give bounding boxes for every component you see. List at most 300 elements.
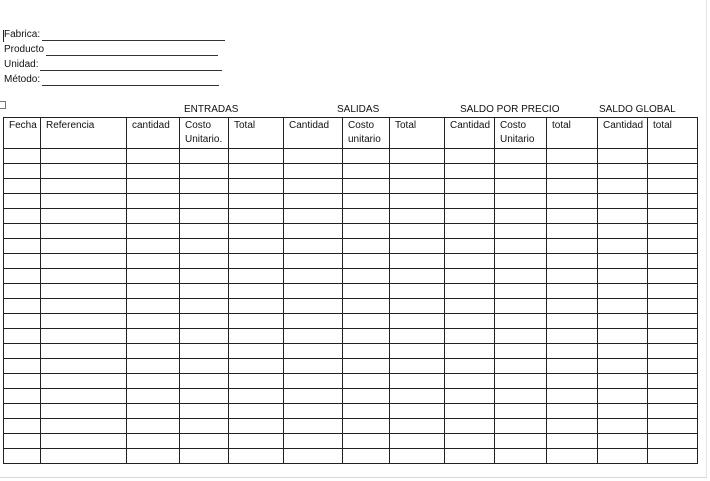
table-cell[interactable] xyxy=(445,419,495,434)
fabrica-blank-line[interactable] xyxy=(42,30,225,41)
table-cell[interactable] xyxy=(284,164,343,179)
table-cell[interactable] xyxy=(284,404,343,419)
table-cell[interactable] xyxy=(648,269,698,284)
table-cell[interactable] xyxy=(648,344,698,359)
table-cell[interactable] xyxy=(41,344,127,359)
table-cell[interactable] xyxy=(445,284,495,299)
table-cell[interactable] xyxy=(648,434,698,449)
table-cell[interactable] xyxy=(445,224,495,239)
table-cell[interactable] xyxy=(598,344,648,359)
table-cell[interactable] xyxy=(598,254,648,269)
table-cell[interactable] xyxy=(445,194,495,209)
table-cell[interactable] xyxy=(598,404,648,419)
table-cell[interactable] xyxy=(445,149,495,164)
table-cell[interactable] xyxy=(547,209,598,224)
table-cell[interactable] xyxy=(4,254,41,269)
table-cell[interactable] xyxy=(390,344,445,359)
table-cell[interactable] xyxy=(127,299,180,314)
table-cell[interactable] xyxy=(4,359,41,374)
table-cell[interactable] xyxy=(127,329,180,344)
table-cell[interactable] xyxy=(390,404,445,419)
table-cell[interactable] xyxy=(495,434,547,449)
table-cell[interactable] xyxy=(229,284,284,299)
table-cell[interactable] xyxy=(180,149,229,164)
table-cell[interactable] xyxy=(4,239,41,254)
table-cell[interactable] xyxy=(284,284,343,299)
table-cell[interactable] xyxy=(41,239,127,254)
table-cell[interactable] xyxy=(648,179,698,194)
table-cell[interactable] xyxy=(127,449,180,464)
table-cell[interactable] xyxy=(127,434,180,449)
table-cell[interactable] xyxy=(4,449,41,464)
table-cell[interactable] xyxy=(229,269,284,284)
table-cell[interactable] xyxy=(284,314,343,329)
unidad-field[interactable] xyxy=(4,59,222,71)
table-cell[interactable] xyxy=(445,179,495,194)
table-cell[interactable] xyxy=(229,149,284,164)
table-cell[interactable] xyxy=(648,284,698,299)
table-cell[interactable] xyxy=(547,374,598,389)
table-cell[interactable] xyxy=(127,194,180,209)
table-cell[interactable] xyxy=(229,404,284,419)
table-cell[interactable] xyxy=(648,194,698,209)
table-cell[interactable] xyxy=(41,404,127,419)
table-cell[interactable] xyxy=(495,389,547,404)
kardex-table xyxy=(3,117,698,464)
table-cell[interactable] xyxy=(495,194,547,209)
table-cell[interactable] xyxy=(180,179,229,194)
table-cell[interactable] xyxy=(445,374,495,389)
table-cell[interactable] xyxy=(598,284,648,299)
table-cell[interactable] xyxy=(284,374,343,389)
table-cell[interactable] xyxy=(648,149,698,164)
table-cell[interactable] xyxy=(547,239,598,254)
table-cell[interactable] xyxy=(343,224,390,239)
table-cell[interactable] xyxy=(284,194,343,209)
table-cell[interactable] xyxy=(390,269,445,284)
table-cell[interactable] xyxy=(41,374,127,389)
table-cell[interactable] xyxy=(445,314,495,329)
table-cell[interactable] xyxy=(495,374,547,389)
unidad-blank-line[interactable] xyxy=(40,60,222,71)
table-cell[interactable] xyxy=(180,344,229,359)
table-cell[interactable] xyxy=(495,419,547,434)
table-cell[interactable] xyxy=(4,314,41,329)
table-cell[interactable] xyxy=(495,179,547,194)
table-cell[interactable] xyxy=(648,404,698,419)
table-cell[interactable] xyxy=(390,164,445,179)
table-cell[interactable] xyxy=(4,194,41,209)
table-cell[interactable] xyxy=(547,284,598,299)
table-cell[interactable] xyxy=(495,359,547,374)
table-cell[interactable] xyxy=(547,434,598,449)
table-cell[interactable] xyxy=(343,164,390,179)
table-cell[interactable] xyxy=(343,194,390,209)
table-cell[interactable] xyxy=(41,164,127,179)
table-cell[interactable] xyxy=(41,224,127,239)
table-cell[interactable] xyxy=(390,179,445,194)
table-cell[interactable] xyxy=(390,224,445,239)
table-cell[interactable] xyxy=(343,209,390,224)
table-cell[interactable] xyxy=(180,374,229,389)
table-cell[interactable] xyxy=(343,239,390,254)
table-cell[interactable] xyxy=(598,164,648,179)
table-cell[interactable] xyxy=(390,239,445,254)
table-cell[interactable] xyxy=(229,254,284,269)
table-cell[interactable] xyxy=(4,149,41,164)
table-cell[interactable] xyxy=(648,374,698,389)
table-cell[interactable] xyxy=(648,224,698,239)
table-cell[interactable] xyxy=(390,389,445,404)
col-referencia-header: Referencia xyxy=(41,118,127,149)
col-saldo-precio-cantidad-header: Cantidad xyxy=(445,118,495,149)
table-cell[interactable] xyxy=(127,254,180,269)
table-cell[interactable] xyxy=(598,149,648,164)
table-cell[interactable] xyxy=(598,224,648,239)
table-anchor-icon[interactable] xyxy=(0,101,6,109)
table-cell[interactable] xyxy=(390,374,445,389)
table-cell[interactable] xyxy=(4,329,41,344)
table-cell[interactable] xyxy=(180,449,229,464)
table-cell[interactable] xyxy=(229,374,284,389)
table-cell[interactable] xyxy=(547,359,598,374)
col-fecha-header: Fecha xyxy=(4,118,41,149)
table-cell[interactable] xyxy=(343,389,390,404)
table-cell[interactable] xyxy=(547,404,598,419)
table-cell[interactable] xyxy=(229,329,284,344)
table-cell[interactable] xyxy=(180,434,229,449)
table-cell[interactable] xyxy=(598,374,648,389)
table-cell[interactable] xyxy=(343,449,390,464)
table-cell[interactable] xyxy=(495,449,547,464)
table-cell[interactable] xyxy=(495,404,547,419)
table-cell[interactable] xyxy=(180,224,229,239)
table-cell[interactable] xyxy=(229,434,284,449)
table-row xyxy=(4,374,698,389)
table-cell[interactable] xyxy=(598,449,648,464)
table-cell[interactable] xyxy=(495,314,547,329)
table-cell[interactable] xyxy=(180,359,229,374)
table-cell[interactable] xyxy=(41,389,127,404)
table-row xyxy=(4,299,698,314)
table-cell[interactable] xyxy=(127,164,180,179)
table-cell[interactable] xyxy=(390,359,445,374)
table-cell[interactable] xyxy=(41,179,127,194)
table-cell[interactable] xyxy=(343,404,390,419)
table-cell[interactable] xyxy=(648,329,698,344)
table-cell[interactable] xyxy=(284,449,343,464)
table-cell[interactable] xyxy=(229,224,284,239)
table-cell[interactable] xyxy=(229,389,284,404)
table-cell[interactable] xyxy=(598,434,648,449)
table-cell[interactable] xyxy=(547,419,598,434)
table-cell[interactable] xyxy=(4,419,41,434)
table-cell[interactable] xyxy=(390,209,445,224)
table-cell[interactable] xyxy=(229,194,284,209)
table-cell[interactable] xyxy=(495,344,547,359)
table-cell[interactable] xyxy=(284,254,343,269)
table-cell[interactable] xyxy=(229,449,284,464)
table-cell[interactable] xyxy=(41,434,127,449)
table-cell[interactable] xyxy=(4,389,41,404)
table-cell[interactable] xyxy=(4,299,41,314)
table-cell[interactable] xyxy=(284,269,343,284)
table-cell[interactable] xyxy=(229,344,284,359)
table-cell[interactable] xyxy=(648,359,698,374)
table-cell[interactable] xyxy=(127,179,180,194)
table-cell[interactable] xyxy=(445,299,495,314)
table-cell[interactable] xyxy=(598,299,648,314)
table-cell[interactable] xyxy=(180,404,229,419)
table-cell[interactable] xyxy=(41,314,127,329)
table-cell[interactable] xyxy=(343,359,390,374)
col-salidas-cantidad-header: Cantidad xyxy=(284,118,343,149)
table-cell[interactable] xyxy=(4,284,41,299)
table-cell[interactable] xyxy=(547,314,598,329)
metodo-blank-line[interactable] xyxy=(42,75,219,86)
table-cell[interactable] xyxy=(547,299,598,314)
table-cell[interactable] xyxy=(598,329,648,344)
table-cell[interactable] xyxy=(547,269,598,284)
table-cell[interactable] xyxy=(648,239,698,254)
table-cell[interactable] xyxy=(41,269,127,284)
col-entradas-cantidad-header: cantidad xyxy=(127,118,180,149)
table-cell[interactable] xyxy=(495,224,547,239)
table-cell[interactable] xyxy=(41,419,127,434)
table-cell[interactable] xyxy=(598,419,648,434)
table-cell[interactable] xyxy=(284,239,343,254)
table-cell[interactable] xyxy=(547,164,598,179)
table-cell[interactable] xyxy=(180,389,229,404)
table-cell[interactable] xyxy=(598,179,648,194)
table-cell[interactable] xyxy=(390,149,445,164)
col-saldo-precio-total-header: total xyxy=(547,118,598,149)
table-cell[interactable] xyxy=(4,224,41,239)
table-cell[interactable] xyxy=(495,299,547,314)
table-cell[interactable] xyxy=(648,299,698,314)
table-cell[interactable] xyxy=(4,269,41,284)
table-cell[interactable] xyxy=(180,269,229,284)
table-cell[interactable] xyxy=(229,359,284,374)
table-row xyxy=(4,449,698,464)
table-cell[interactable] xyxy=(495,269,547,284)
table-cell[interactable] xyxy=(41,209,127,224)
table-cell[interactable] xyxy=(180,239,229,254)
table-cell[interactable] xyxy=(390,329,445,344)
table-cell[interactable] xyxy=(41,254,127,269)
table-cell[interactable] xyxy=(495,149,547,164)
table-cell[interactable] xyxy=(495,329,547,344)
metodo-field[interactable] xyxy=(4,74,219,86)
table-cell[interactable] xyxy=(284,179,343,194)
table-row xyxy=(4,239,698,254)
table-row xyxy=(4,344,698,359)
table-cell[interactable] xyxy=(547,224,598,239)
table-cell[interactable] xyxy=(284,434,343,449)
table-cell[interactable] xyxy=(598,239,648,254)
table-cell[interactable] xyxy=(547,254,598,269)
kardex-table-body xyxy=(4,118,698,464)
table-cell[interactable] xyxy=(4,179,41,194)
table-cell[interactable] xyxy=(343,434,390,449)
table-cell[interactable] xyxy=(4,404,41,419)
table-cell[interactable] xyxy=(495,239,547,254)
table-cell[interactable] xyxy=(127,149,180,164)
table-cell[interactable] xyxy=(343,344,390,359)
table-cell[interactable] xyxy=(547,449,598,464)
table-cell[interactable] xyxy=(547,179,598,194)
col-entradas-costo-unitario-header: Costo Unitario. xyxy=(180,118,229,149)
table-cell[interactable] xyxy=(547,149,598,164)
table-cell[interactable] xyxy=(598,359,648,374)
table-cell[interactable] xyxy=(284,419,343,434)
table-cell[interactable] xyxy=(547,194,598,209)
table-cell[interactable] xyxy=(284,359,343,374)
table-cell[interactable] xyxy=(41,359,127,374)
table-cell[interactable] xyxy=(343,149,390,164)
col-salidas-total-header: Total xyxy=(390,118,445,149)
table-cell[interactable] xyxy=(343,179,390,194)
table-cell[interactable] xyxy=(127,239,180,254)
table-cell[interactable] xyxy=(127,284,180,299)
table-cell[interactable] xyxy=(284,299,343,314)
table-cell[interactable] xyxy=(390,449,445,464)
table-cell[interactable] xyxy=(180,254,229,269)
table-cell[interactable] xyxy=(445,434,495,449)
table-cell[interactable] xyxy=(343,284,390,299)
table-cell[interactable] xyxy=(127,419,180,434)
table-cell[interactable] xyxy=(445,164,495,179)
table-cell[interactable] xyxy=(229,239,284,254)
table-cell[interactable] xyxy=(127,374,180,389)
table-cell[interactable] xyxy=(4,344,41,359)
table-cell[interactable] xyxy=(127,344,180,359)
table-cell[interactable] xyxy=(229,419,284,434)
table-cell[interactable] xyxy=(127,224,180,239)
table-cell[interactable] xyxy=(4,434,41,449)
table-cell[interactable] xyxy=(41,149,127,164)
table-cell[interactable] xyxy=(127,209,180,224)
table-cell[interactable] xyxy=(41,449,127,464)
table-cell[interactable] xyxy=(343,314,390,329)
table-cell[interactable] xyxy=(390,194,445,209)
table-cell[interactable] xyxy=(41,299,127,314)
table-cell[interactable] xyxy=(648,164,698,179)
table-cell[interactable] xyxy=(4,164,41,179)
table-cell[interactable] xyxy=(284,329,343,344)
table-cell[interactable] xyxy=(229,164,284,179)
table-cell[interactable] xyxy=(495,254,547,269)
table-cell[interactable] xyxy=(180,329,229,344)
fabrica-field[interactable] xyxy=(4,29,225,41)
table-cell[interactable] xyxy=(229,209,284,224)
table-cell[interactable] xyxy=(180,164,229,179)
table-cell[interactable] xyxy=(127,404,180,419)
table-cell[interactable] xyxy=(390,314,445,329)
table-cell[interactable] xyxy=(445,389,495,404)
table-cell[interactable] xyxy=(284,224,343,239)
table-cell[interactable] xyxy=(343,254,390,269)
table-cell[interactable] xyxy=(4,374,41,389)
table-cell[interactable] xyxy=(390,254,445,269)
table-cell[interactable] xyxy=(180,284,229,299)
table-cell[interactable] xyxy=(284,209,343,224)
table-cell[interactable] xyxy=(598,209,648,224)
table-cell[interactable] xyxy=(180,194,229,209)
table-cell[interactable] xyxy=(343,374,390,389)
table-cell[interactable] xyxy=(445,449,495,464)
table-cell[interactable] xyxy=(445,254,495,269)
table-cell[interactable] xyxy=(547,329,598,344)
table-cell[interactable] xyxy=(445,209,495,224)
table-cell[interactable] xyxy=(180,314,229,329)
table-cell[interactable] xyxy=(343,299,390,314)
table-cell[interactable] xyxy=(180,299,229,314)
table-cell[interactable] xyxy=(180,419,229,434)
table-cell[interactable] xyxy=(229,179,284,194)
table-cell[interactable] xyxy=(445,329,495,344)
table-cell[interactable] xyxy=(648,209,698,224)
table-cell[interactable] xyxy=(343,329,390,344)
table-cell[interactable] xyxy=(648,389,698,404)
table-cell[interactable] xyxy=(127,314,180,329)
table-cell[interactable] xyxy=(547,344,598,359)
table-cell[interactable] xyxy=(127,359,180,374)
table-cell[interactable] xyxy=(648,314,698,329)
table-cell[interactable] xyxy=(284,389,343,404)
table-cell[interactable] xyxy=(343,419,390,434)
table-cell[interactable] xyxy=(180,209,229,224)
table-cell[interactable] xyxy=(598,269,648,284)
table-cell[interactable] xyxy=(445,359,495,374)
table-cell[interactable] xyxy=(547,389,598,404)
table-cell[interactable] xyxy=(495,209,547,224)
table-cell[interactable] xyxy=(127,389,180,404)
table-cell[interactable] xyxy=(598,389,648,404)
table-cell[interactable] xyxy=(41,329,127,344)
table-row xyxy=(4,389,698,404)
table-cell[interactable] xyxy=(4,209,41,224)
table-cell[interactable] xyxy=(648,419,698,434)
table-cell[interactable] xyxy=(495,284,547,299)
table-cell[interactable] xyxy=(598,314,648,329)
table-cell[interactable] xyxy=(445,269,495,284)
table-cell[interactable] xyxy=(648,449,698,464)
table-cell[interactable] xyxy=(284,344,343,359)
table-cell[interactable] xyxy=(41,284,127,299)
table-cell[interactable] xyxy=(127,269,180,284)
table-cell[interactable] xyxy=(390,434,445,449)
table-cell[interactable] xyxy=(445,404,495,419)
table-cell[interactable] xyxy=(41,194,127,209)
table-cell[interactable] xyxy=(343,269,390,284)
table-cell[interactable] xyxy=(445,239,495,254)
table-cell[interactable] xyxy=(229,314,284,329)
col-entradas-total-header: Total xyxy=(229,118,284,149)
producto-blank-line[interactable] xyxy=(46,45,218,56)
table-cell[interactable] xyxy=(390,299,445,314)
table-cell[interactable] xyxy=(390,284,445,299)
table-cell[interactable] xyxy=(284,149,343,164)
table-cell[interactable] xyxy=(495,164,547,179)
table-cell[interactable] xyxy=(648,254,698,269)
table-cell[interactable] xyxy=(445,344,495,359)
table-cell[interactable] xyxy=(598,194,648,209)
table-cell[interactable] xyxy=(390,419,445,434)
producto-field[interactable] xyxy=(4,44,218,56)
table-cell[interactable] xyxy=(229,299,284,314)
table-row xyxy=(4,149,698,164)
